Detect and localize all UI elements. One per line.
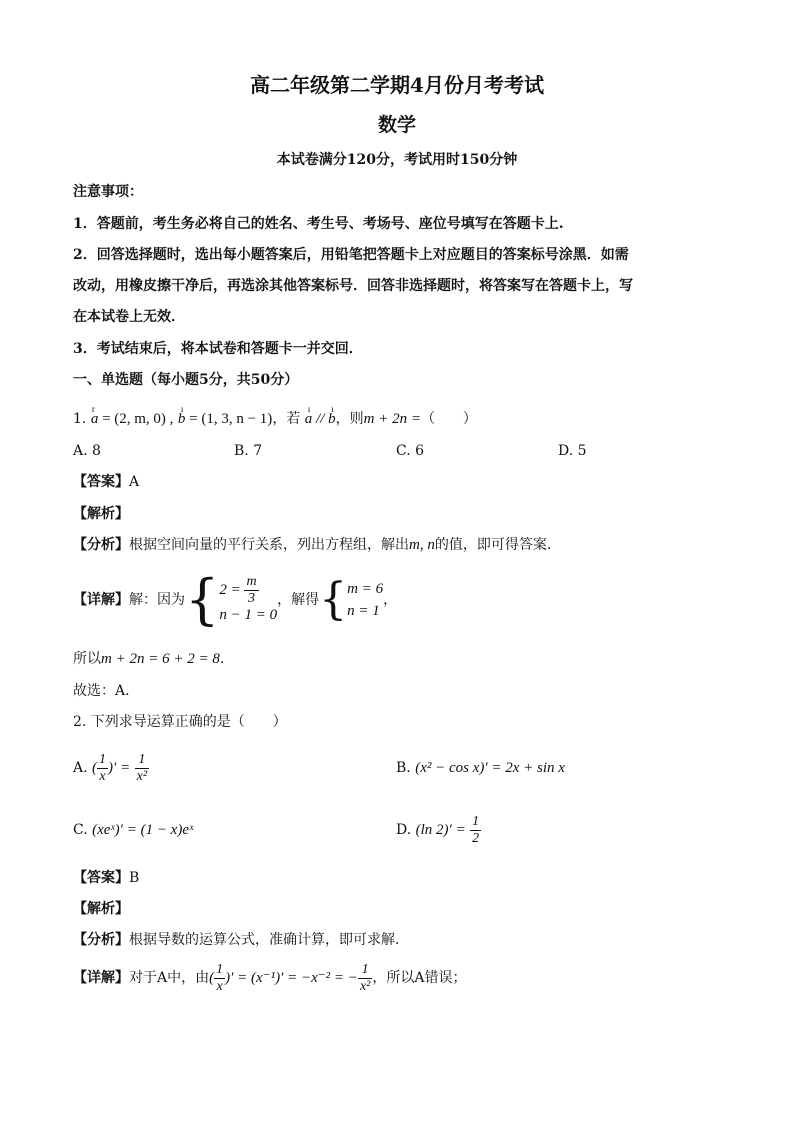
q1-answer [73, 472, 139, 492]
answer-value: B [129, 870, 140, 886]
detail-tag: 【详解】 [73, 592, 129, 608]
q1-fenxi [73, 535, 551, 555]
question-2-stem: 2. 下列求导运算正确的是（ ） [73, 714, 287, 730]
q2-fenxi [73, 930, 399, 950]
fenxi-tag: 【分析】 [73, 932, 129, 948]
fraction-numerator: 1 [358, 962, 372, 979]
option-a-fraction [97, 752, 108, 785]
fraction-numerator: 1 [99, 751, 107, 767]
detail-fraction-2 [358, 962, 372, 995]
fraction-denominator: x [216, 978, 223, 994]
answer-tag: 【答案】 [73, 474, 129, 490]
detail-end: ， [383, 592, 398, 608]
q1-option-c: C. 6 [396, 443, 425, 459]
q1-conclusion [73, 649, 224, 669]
system-1-lhs: 2 = [219, 581, 241, 598]
condition-suffix: ，则 [335, 411, 364, 427]
fraction-numerator: 1 [135, 752, 149, 769]
vector-a-value: = (2, m, 0) , [98, 411, 174, 427]
note-2-line-3: 在本试卷上无效． [73, 309, 185, 325]
system-2-row-1: m = 6 [347, 581, 384, 597]
question-1-stem [73, 409, 477, 429]
fraction-denominator: 3 [248, 591, 256, 606]
system-1-row-1 [219, 574, 277, 604]
fenxi-tag: 【分析】 [73, 537, 129, 553]
conclusion-expression: m + 2n = 6 + 2 = 8 [101, 651, 220, 667]
fenxi-end: 的值，即可得答案. [434, 537, 552, 553]
q2-option-a [73, 748, 149, 788]
detail-fraction-1 [214, 962, 225, 995]
target-expression: m + 2n = [363, 411, 421, 427]
q1-detail [73, 568, 397, 632]
detail-tag: 【详解】 [73, 970, 129, 986]
condition-vector-a: ı a [305, 409, 313, 429]
fraction-denominator: 2 [472, 830, 480, 846]
q2-analysis-tag: 【解析】 [73, 901, 129, 917]
q1-option-b: B. 7 [234, 443, 263, 459]
condition-vector-b: ı b [328, 409, 336, 429]
fenxi-text: 根据导数的运算公式，准确计算，即可求解. [129, 932, 400, 948]
exam-subtitle: 本试卷满分120分，考试用时150分钟 [276, 152, 518, 168]
q1-analysis-tag: 【解析】 [73, 506, 129, 522]
fraction-numerator: m [246, 574, 257, 589]
equation-system-1 [219, 574, 277, 626]
vector-b-value: = (1, 3, n − 1) [185, 411, 273, 427]
option-a-open: ( [92, 760, 98, 776]
conclusion-end: . [219, 651, 225, 667]
option-a-label: A. [73, 760, 88, 776]
parallel-symbol: // [312, 411, 329, 427]
condition-prefix: ，若 [272, 411, 301, 427]
detail-end: ，所以A错误； [372, 970, 467, 986]
detail-middle: ，解得 [277, 592, 320, 608]
fraction-numerator: 1 [472, 813, 480, 829]
q2-option-c [73, 820, 193, 840]
vector-b: ı b [178, 409, 186, 429]
option-a-close: )′ = [108, 760, 131, 776]
subject-title: 数学 [377, 114, 416, 136]
detail-open: ( [209, 970, 215, 986]
option-d-fraction [470, 814, 481, 847]
q2-answer [73, 868, 139, 888]
system-1-fraction [244, 574, 258, 607]
system-2-brace: { [319, 574, 348, 625]
answer-value: A [129, 474, 140, 490]
q2-option-b [396, 758, 565, 778]
question-1-number: 1. [73, 411, 87, 427]
system-1-row-2: n − 1 = 0 [219, 607, 278, 623]
section-1-heading: 一、单选题（每小题5分，共50分） [73, 372, 299, 388]
q1-option-d: D. 5 [558, 443, 587, 459]
option-c-expression: (xeˣ)′ = (1 − x)eˣ [92, 822, 194, 838]
option-d-expression: (ln 2)′ = [415, 822, 466, 838]
fraction-denominator: x [99, 768, 106, 784]
detail-prefix: 解：因为 [129, 592, 185, 608]
note-1: 1．答题前，考生务必将自己的姓名、考生号、考场号、座位号填写在答题卡上. [73, 216, 564, 232]
answer-paren: （ ） [420, 411, 477, 427]
q1-option-a: A. 8 [73, 443, 101, 459]
answer-tag: 【答案】 [73, 870, 129, 886]
system-2-row-2: n = 1 [347, 603, 380, 619]
option-c-label: C. [73, 822, 88, 838]
fraction-denominator: x² [136, 768, 148, 784]
note-2-line-1: 2．回答选择题时，选出每小题答案后，用铅笔把答题卡上对应题目的答案标号涂黑．如需 [73, 247, 629, 263]
notes-heading: 注意事项： [73, 184, 143, 200]
detail-middle: )′ = (x⁻¹)′ = −x⁻² = − [225, 970, 358, 986]
exam-title: 高二年级第二学期4月份月考考试 [250, 73, 544, 97]
q2-detail [73, 958, 466, 998]
q2-option-d [396, 810, 481, 850]
equation-system-2 [347, 578, 383, 622]
detail-prefix: 对于A中，由 [129, 970, 210, 986]
note-2-line-2: 改动，用橡皮擦干净后，再选涂其他答案标号．回答非选择题时，将答案写在答题卡上，写 [73, 278, 633, 294]
option-a-result-fraction [135, 752, 149, 785]
fenxi-text: 根据空间向量的平行关系，列出方程组，解出 [129, 537, 409, 553]
system-1-brace: { [185, 568, 220, 631]
q1-choose: 故选：A. [73, 683, 130, 699]
conclusion-prefix: 所以 [73, 651, 101, 667]
option-b-expression: (x² − cos x)′ = 2x + sin x [415, 760, 565, 776]
fraction-denominator: x² [359, 978, 371, 994]
fenxi-vars: m, n [409, 537, 435, 553]
note-3: 3．考试结束后，将本试卷和答题卡一并交回． [73, 341, 363, 357]
option-d-label: D. [396, 822, 412, 838]
fraction-numerator: 1 [216, 961, 224, 977]
vector-a: r a [91, 409, 99, 429]
option-b-label: B. [396, 760, 411, 776]
